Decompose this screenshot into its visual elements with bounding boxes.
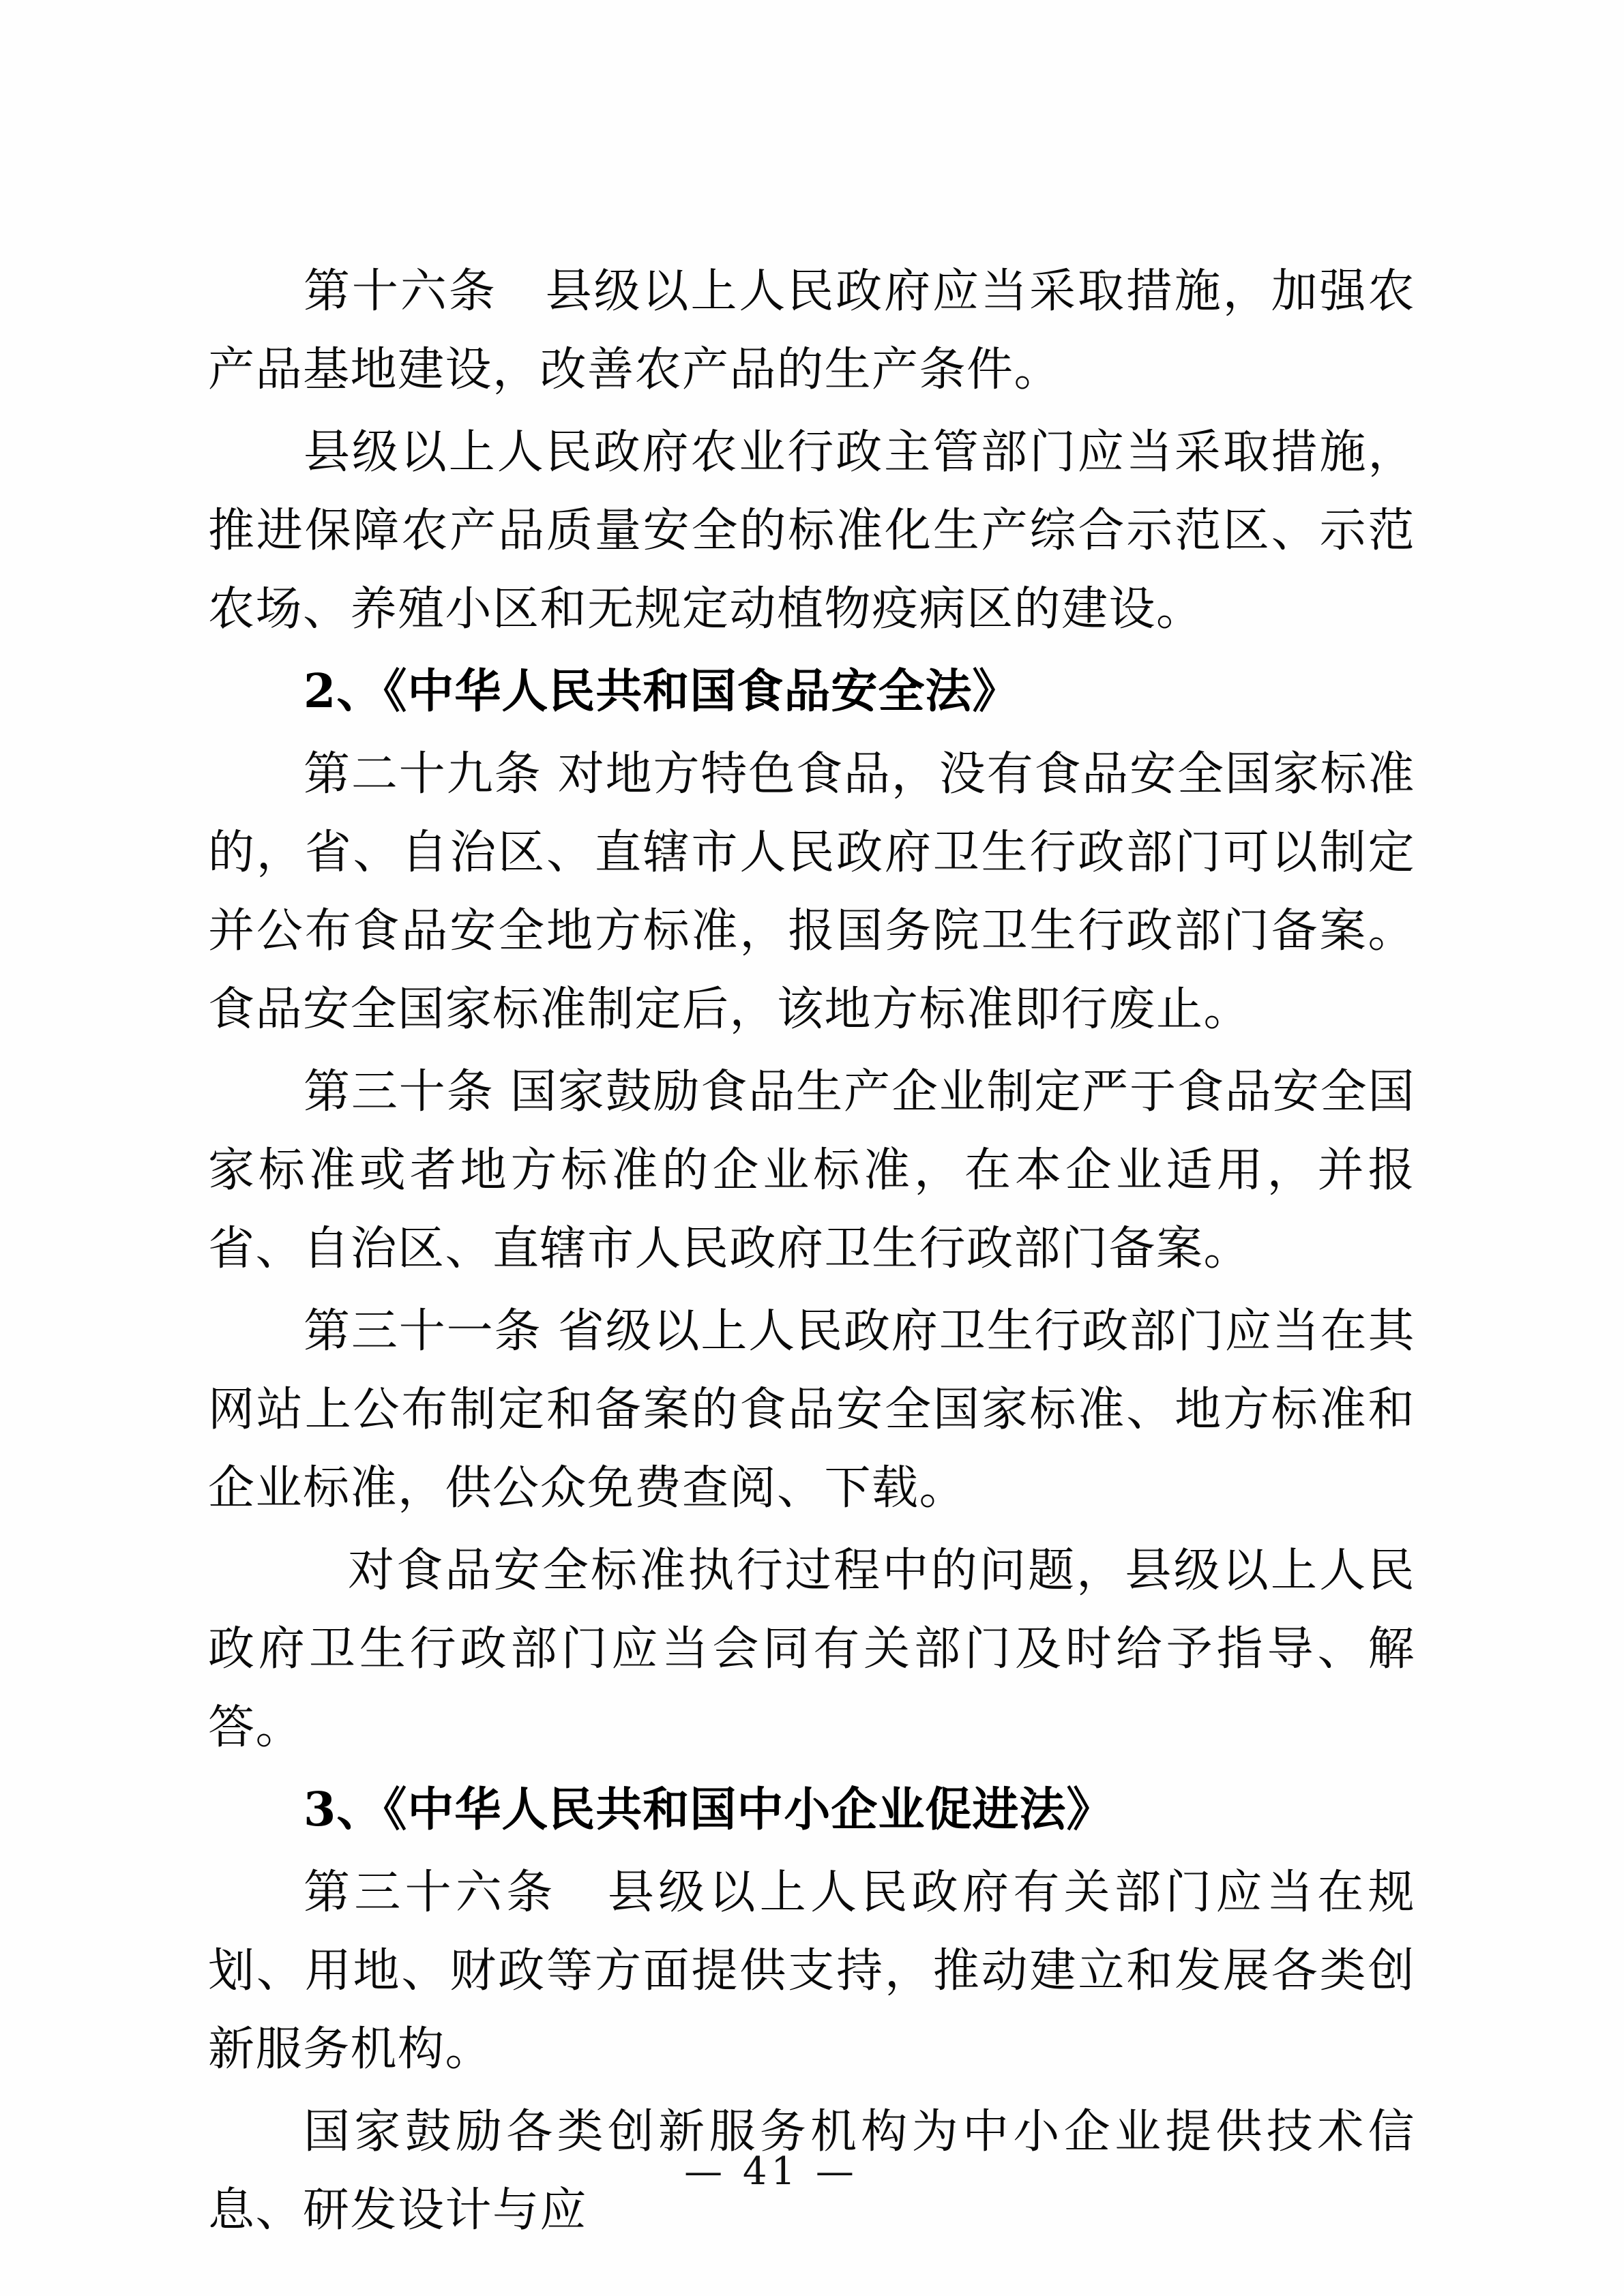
heading-sme-promotion-law: 3、《中华人民共和国中小企业促进法》 xyxy=(304,1783,1114,1837)
paragraph-article-36: 第三十六条 县级以上人民政府有关部门应当在规划、用地、财政等方面提供支持，推动建立和发展各类创新服务机构。 xyxy=(208,1866,1415,2076)
document-body xyxy=(208,252,1415,2254)
paragraph-standards-guidance: 对食品安全标准执行过程中的问题，县级以上人民政府卫生行政部门应当会同有关部门及时给予指导、解答。 xyxy=(208,1544,1415,1755)
paragraph-article-16: 第十六条 县级以上人民政府应当采取措施，加强农产品基地建设，改善农产品的生产条件。 xyxy=(208,265,1415,397)
heading-food-safety-law: 2、《中华人民共和国食品安全法》 xyxy=(304,664,1020,719)
paragraph-article-31: 第三十一条 省级以上人民政府卫生行政部门应当在其网站上公布制定和备案的食品安全国家标准、地方标准和企业标准，供公众免费查阅、下载。 xyxy=(208,1304,1415,1515)
paragraph-agriculture-department: 县级以上人民政府农业行政主管部门应当采取措施，推进保障农产品质量安全的标准化生产综合示范区、示范农场、养殖小区和无规定动植物疫病区的建设。 xyxy=(208,426,1415,636)
paragraph-innovation-services: 国家鼓励各类创新服务机构为中小企业提供技术信息、研发设计与应 xyxy=(208,2105,1415,2237)
paragraph-article-29: 第二十九条 对地方特色食品，没有食品安全国家标准的，省、自治区、直辖市人民政府卫生行政部门可以制定并公布食品安全地方标准，报国务院卫生行政部门备案。食品安全国家标准制定后，该地方标准即行废止。 xyxy=(208,747,1415,1037)
paragraph-article-30: 第三十条 国家鼓励食品生产企业制定严于食品安全国家标准或者地方标准的企业标准，在本企业适用，并报省、自治区、直辖市人民政府卫生行政部门备案。 xyxy=(208,1065,1415,1276)
page-number: — 41 — xyxy=(684,2149,858,2194)
